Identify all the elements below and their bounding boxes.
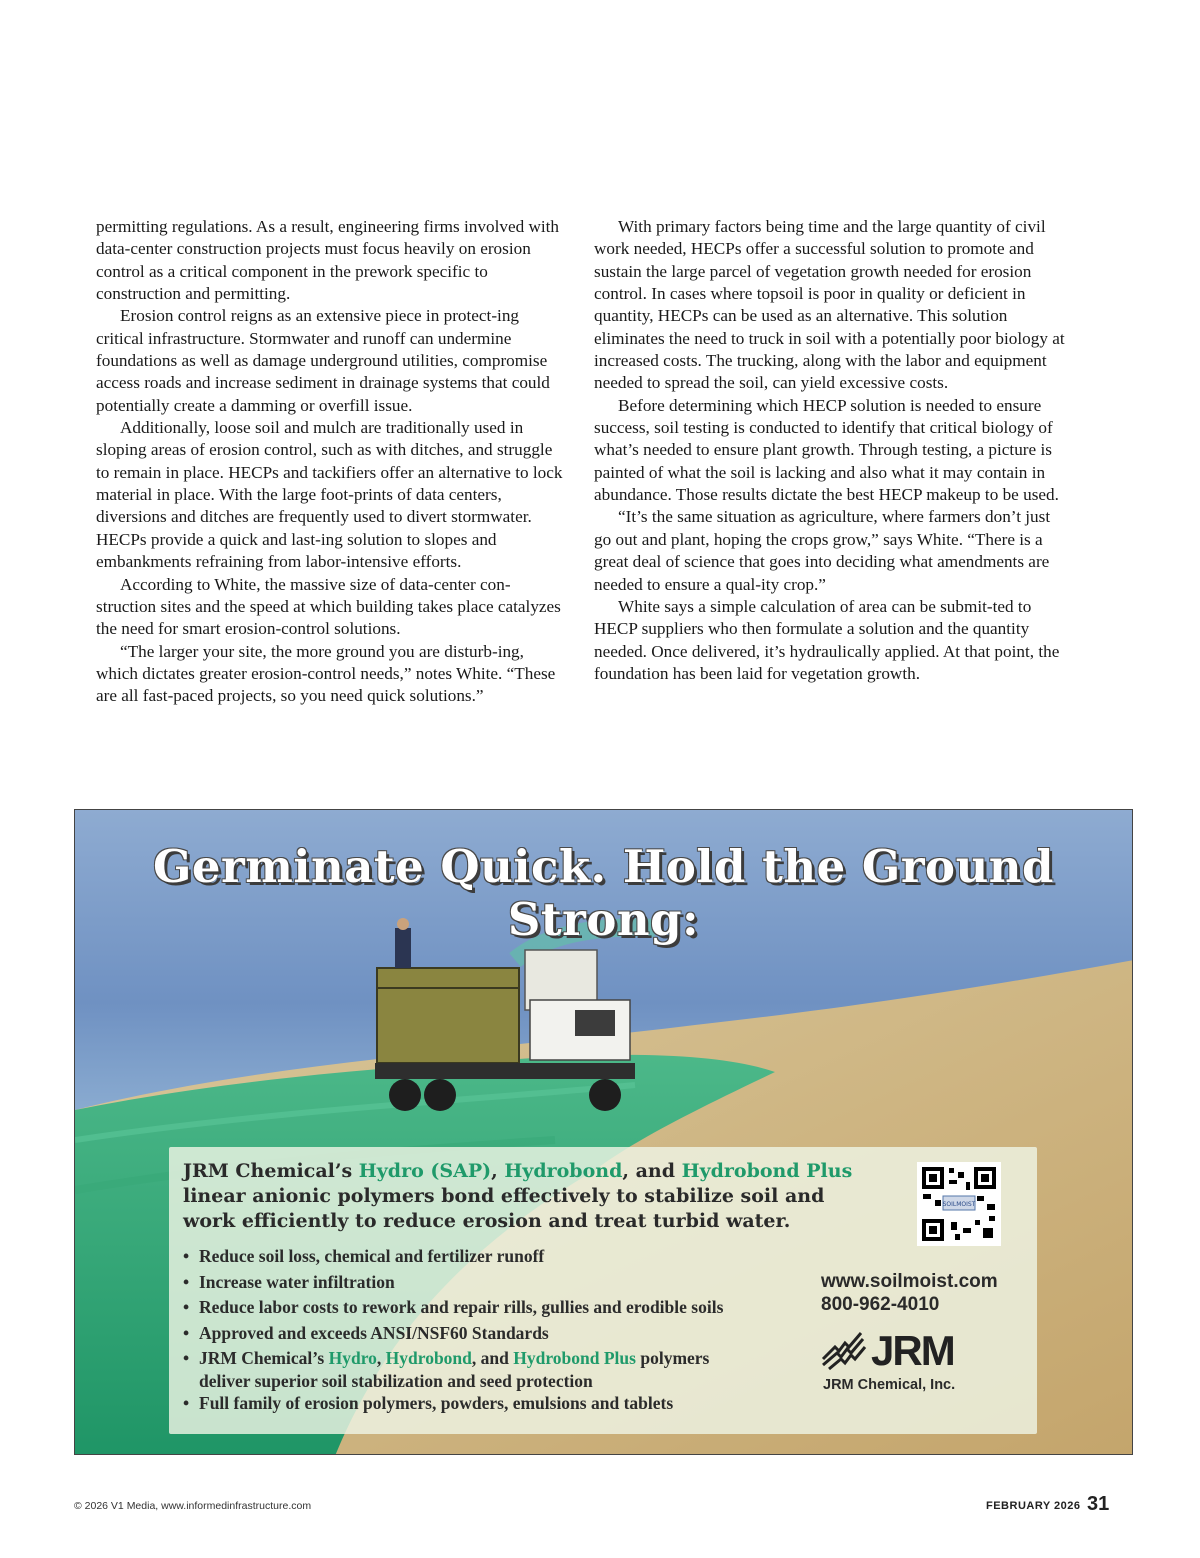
article-right-column [594, 216, 1066, 685]
feature-item: • Full family of erosion polymers, powders, emulsions and tablets [183, 1391, 823, 1417]
ad-info-panel [169, 1147, 1037, 1434]
feature-item: • Reduce soil loss, chemical and fertilizer runoff [183, 1244, 823, 1270]
feature-item-polymers [183, 1346, 823, 1391]
product-hydrobond: Hydrobond [385, 1348, 472, 1368]
ad-intro-text [183, 1159, 883, 1234]
article-paragraph: With primary factors being time and the large quantity of civil work needed, HECPs offer a successful solution to promote and sustain the large parcel of vegetation growth needed for erosion control. In cases where topsoil is poor in quality or deficient in quantity, HECPs can be used as an alternative. This solution eliminates the need to truck in soil with a potentially poor biology at increased costs. The trucking, along with the labor and equipment needed to spread the soil, can yield excessive costs. [594, 217, 1065, 393]
ad-headline: Germinate Quick. Hold the Ground Strong: [153, 840, 1054, 946]
bullet-text: polymers [635, 1348, 710, 1368]
article-paragraph: Additionally, loose soil and mulch are traditionally used in sloping areas of erosion control, such as with ditches, and struggle to remain in place. HECPs and tackifiers offer an alternative to lock material in place. With the large foot-prints of data centers, diversions and ditches are frequently used to divert stormwater. HECPs provide a quick and last-ing solution to slopes and embankments refraining from labor-intensive efforts. [96, 418, 563, 572]
intro-sep: , and [622, 1160, 682, 1182]
jrm-logo [821, 1325, 971, 1371]
logo-text: JRM [871, 1327, 954, 1371]
qr-label: SOILMOIST [942, 1201, 976, 1208]
product-hydro: Hydro [328, 1348, 377, 1368]
contact-block [821, 1270, 998, 1316]
article-paragraph: Before determining which HECP solution is needed to ensure success, soil testing is conducted to identify that critical biology of what’s needed to ensure plant growth. Through testing, a picture is painted of what the soil is lacking and also what it may contain in abundance. Those results dictate the best HECP makeup to be used. [594, 395, 1059, 505]
bullet-sep: , and [471, 1348, 514, 1368]
bullet-sep: , [376, 1348, 386, 1368]
product-hydro-sap: Hydro (SAP) [358, 1160, 492, 1182]
article-paragraph: permitting regulations. As a result, engineering firms involved with data-center construction projects must focus heavily on erosion control as a critical component in the prework specific to construction and permitting. [96, 217, 560, 304]
article-paragraph: According to White, the massive size of data-center con-struction sites and the speed at which building takes place catalyzes the need for smart erosion-control solutions. [96, 574, 561, 639]
company-name: JRM Chemical, Inc. [823, 1377, 956, 1393]
article-paragraph: “The larger your site, the more ground you are disturb-ing, which dictates greater erosion-control needs,” notes White. “These are all fast-paced projects, so you need quick solutions.” [96, 641, 556, 706]
intro-description: linear anionic polymers bond effectively to stabilize soil and work efficiently to reduce erosion and treat turbid water. [183, 1185, 825, 1232]
advertisement [74, 809, 1133, 1455]
product-hydrobond-plus: Hydrobond Plus [513, 1348, 636, 1368]
issue-date: FEBRUARY 2026 [986, 1500, 1081, 1512]
copyright-line: © 2026 V1 Media, www.informedinfrastructure.com [74, 1500, 312, 1512]
bullet-text: JRM Chemical’s [199, 1348, 329, 1368]
phone-number[interactable]: 800-962-4010 [821, 1294, 940, 1315]
product-hydrobond: Hydrobond [504, 1160, 623, 1182]
feature-item: • Increase water infiltration [183, 1270, 823, 1296]
article-left-column [96, 216, 568, 708]
article-paragraph: Erosion control reigns as an extensive piece in protect-ing critical infrastructure. Stormwater and runoff can undermine foundations as well as damage underground utilities, compromise access roads and increase sediment in drainage systems that could potentially create a damming or overfill issue. [96, 306, 550, 415]
intro-sep: , [491, 1160, 505, 1182]
feature-item: • Approved and exceeds ANSI/NSF60 Standards [183, 1321, 823, 1347]
website-link[interactable]: www.soilmoist.com [821, 1271, 998, 1292]
bullet-text-line2: deliver superior soil stabilization and seed protection [199, 1370, 593, 1391]
article-paragraph: “It’s the same situation as agriculture, where farmers don’t just go out and plant, hoping the crops grow,” says White. “There is a great deal of science that goes into deciding what amendments are needed to ensure a qual-ity crop.” [594, 507, 1051, 594]
feature-item: • Reduce labor costs to rework and repair rills, gullies and erodible soils [183, 1295, 823, 1321]
qr-code[interactable] [917, 1162, 1001, 1246]
page-number: 31 [1087, 1493, 1110, 1515]
feature-list [183, 1244, 823, 1416]
product-hydrobond-plus: Hydrobond Plus [681, 1160, 853, 1182]
intro-prefix: JRM Chemical’s [183, 1160, 359, 1182]
article-paragraph: White says a simple calculation of area can be submit-ted to HECP suppliers who then formulate a solution and the quantity needed. Once delivered, it’s hydraulically applied. At that point, the foundation has been laid for vegetation growth. [594, 596, 1060, 683]
